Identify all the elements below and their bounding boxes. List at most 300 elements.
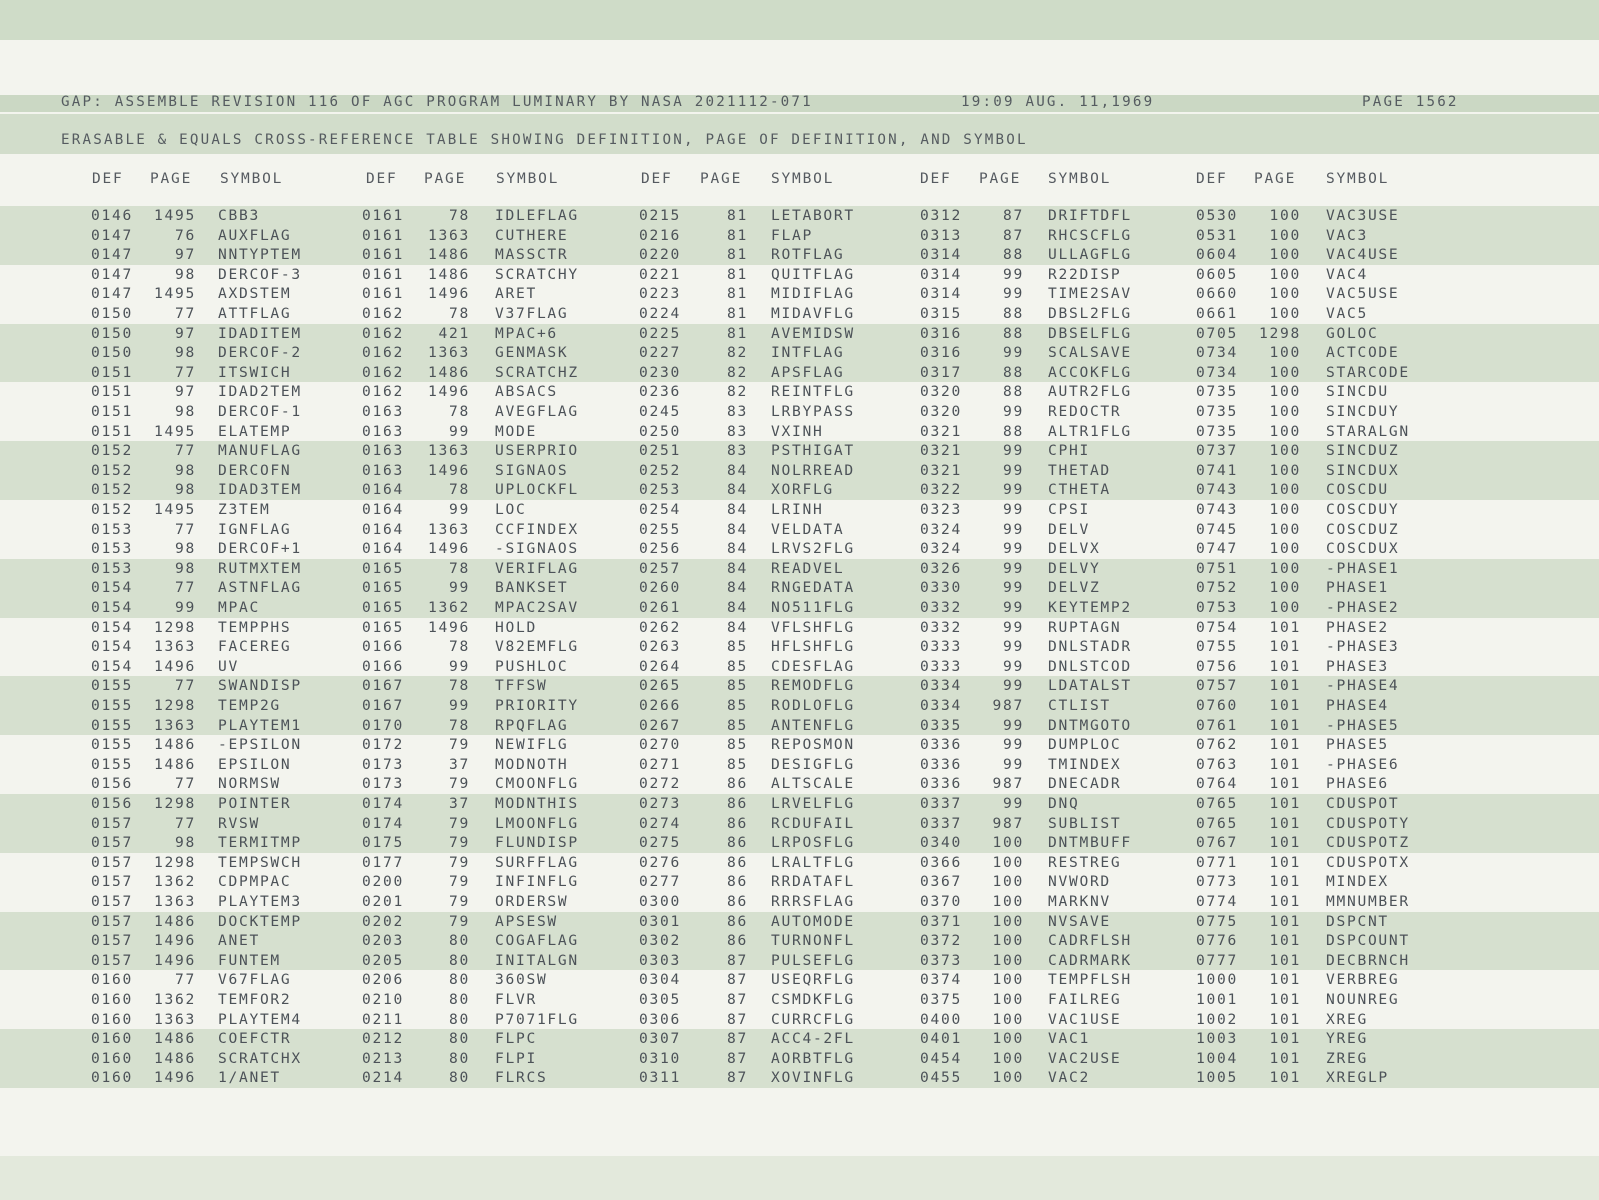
page-number: PAGE 1562 bbox=[1362, 94, 1459, 110]
definition-page: 81 bbox=[727, 246, 748, 264]
column-header-def: DEF bbox=[920, 171, 952, 187]
definition-page: 101 bbox=[1269, 618, 1301, 636]
table-row bbox=[0, 206, 1599, 226]
definition-page: 100 bbox=[992, 1049, 1024, 1067]
bottom-margin-strip bbox=[0, 1156, 1599, 1200]
definition-page: 98 bbox=[175, 265, 196, 283]
def-address: 1000 bbox=[1196, 971, 1238, 989]
def-address: 0157 bbox=[91, 853, 133, 871]
definition-page: 99 bbox=[1003, 403, 1024, 420]
def-address: 0162 bbox=[362, 344, 404, 362]
definition-page: 99 bbox=[449, 422, 470, 440]
def-address: 0321 bbox=[920, 422, 962, 440]
symbol-name: SINCDU bbox=[1326, 383, 1389, 401]
symbol-name: NEWIFLG bbox=[495, 736, 569, 754]
def-address: 0212 bbox=[362, 1030, 404, 1048]
definition-page: 81 bbox=[727, 265, 748, 283]
symbol-name: RUTMXTEM bbox=[218, 559, 302, 577]
table-row bbox=[0, 794, 1599, 814]
def-address: 0767 bbox=[1196, 834, 1238, 852]
def-address: 0314 bbox=[920, 246, 962, 264]
symbol-name: CTLIST bbox=[1048, 697, 1111, 714]
definition-page: 101 bbox=[1269, 932, 1301, 950]
definition-page: 77 bbox=[175, 363, 196, 381]
symbol-name: CADRMARK bbox=[1048, 951, 1132, 969]
symbol-name: ANTENFLG bbox=[771, 716, 855, 734]
def-address: 0276 bbox=[639, 853, 681, 871]
symbol-name: PLAYTEM3 bbox=[218, 893, 302, 910]
symbol-name: V82EMFLG bbox=[495, 638, 579, 656]
definition-page: 100 bbox=[992, 1010, 1024, 1028]
def-address: 0267 bbox=[639, 716, 681, 734]
definition-page: 82 bbox=[727, 344, 748, 362]
definition-page: 80 bbox=[449, 951, 470, 969]
definition-page: 81 bbox=[727, 305, 748, 322]
symbol-name: CADRFLSH bbox=[1048, 932, 1132, 950]
def-address: 0252 bbox=[639, 461, 681, 479]
definition-page: 84 bbox=[727, 559, 748, 577]
definition-page: 87 bbox=[727, 1010, 748, 1028]
symbol-name: FLUNDISP bbox=[495, 834, 579, 852]
def-address: 0152 bbox=[91, 442, 133, 460]
column-header-def: DEF bbox=[92, 171, 124, 187]
symbol-name: Z3TEM bbox=[218, 501, 271, 518]
def-address: 0273 bbox=[639, 795, 681, 812]
def-address: 0205 bbox=[362, 951, 404, 969]
definition-page: 77 bbox=[175, 442, 196, 460]
symbol-name: SCRATCHY bbox=[495, 265, 579, 283]
def-address: 0165 bbox=[362, 579, 404, 597]
definition-page: 100 bbox=[1269, 403, 1301, 420]
table-row bbox=[0, 970, 1599, 990]
symbol-name: ULLAGFLG bbox=[1048, 246, 1132, 264]
def-address: 0332 bbox=[920, 599, 962, 616]
def-address: 0215 bbox=[639, 207, 681, 224]
def-address: 0155 bbox=[91, 697, 133, 714]
symbol-name: P7071FLG bbox=[495, 1010, 579, 1028]
def-address: 0160 bbox=[91, 1049, 133, 1067]
def-address: 0254 bbox=[639, 501, 681, 518]
definition-page: 1363 bbox=[154, 638, 196, 656]
definition-page: 1362 bbox=[428, 599, 470, 616]
def-address: 0305 bbox=[639, 991, 681, 1008]
def-address: 0660 bbox=[1196, 285, 1238, 303]
def-address: 0322 bbox=[920, 481, 962, 499]
definition-page: 101 bbox=[1269, 1010, 1301, 1028]
definition-page: 101 bbox=[1269, 1069, 1301, 1087]
symbol-name: FLPI bbox=[495, 1049, 537, 1067]
def-address: 0275 bbox=[639, 834, 681, 852]
symbol-name: V67FLAG bbox=[218, 971, 292, 989]
symbol-name: TEMPFLSH bbox=[1048, 971, 1132, 989]
symbol-name: -PHASE5 bbox=[1326, 716, 1400, 734]
def-address: 0167 bbox=[362, 697, 404, 714]
definition-page: 101 bbox=[1269, 697, 1301, 714]
def-address: 0162 bbox=[362, 363, 404, 381]
column-header-def: DEF bbox=[641, 171, 673, 187]
def-address: 0150 bbox=[91, 324, 133, 342]
definition-page: 1496 bbox=[428, 461, 470, 479]
definition-page: 100 bbox=[992, 951, 1024, 969]
definition-page: 1496 bbox=[428, 285, 470, 303]
symbol-name: -PHASE1 bbox=[1326, 559, 1400, 577]
column-header-page: PAGE bbox=[700, 171, 743, 187]
definition-page: 101 bbox=[1269, 657, 1301, 675]
definition-page: 98 bbox=[175, 540, 196, 558]
table-row bbox=[0, 265, 1599, 285]
def-address: 1002 bbox=[1196, 1010, 1238, 1028]
def-address: 0153 bbox=[91, 540, 133, 558]
symbol-name: VFLSHFLG bbox=[771, 618, 855, 636]
def-address: 0773 bbox=[1196, 873, 1238, 891]
symbol-name: ATTFLAG bbox=[218, 305, 292, 322]
symbol-name: SCRATCHZ bbox=[495, 363, 579, 381]
symbol-name: SCALSAVE bbox=[1048, 344, 1132, 362]
def-address: 0317 bbox=[920, 363, 962, 381]
def-address: 0373 bbox=[920, 951, 962, 969]
definition-page: 88 bbox=[1003, 383, 1024, 401]
definition-page: 84 bbox=[727, 520, 748, 538]
definition-page: 101 bbox=[1269, 1049, 1301, 1067]
def-address: 0324 bbox=[920, 540, 962, 558]
symbol-name: REPOSMON bbox=[771, 736, 855, 754]
def-address: 0315 bbox=[920, 305, 962, 322]
symbol-name: VERIFLAG bbox=[495, 559, 579, 577]
definition-page: 99 bbox=[1003, 677, 1024, 695]
symbol-name: REINTFLG bbox=[771, 383, 855, 401]
def-address: 0153 bbox=[91, 520, 133, 538]
symbol-name: MANUFLAG bbox=[218, 442, 302, 460]
def-address: 0151 bbox=[91, 383, 133, 401]
symbol-name: EPSILON bbox=[218, 755, 292, 773]
symbol-name: TMINDEX bbox=[1048, 755, 1122, 773]
def-address: 0761 bbox=[1196, 716, 1238, 734]
symbol-name: -PHASE3 bbox=[1326, 638, 1400, 656]
column-header-symbol: SYMBOL bbox=[771, 171, 835, 187]
definition-page: 84 bbox=[727, 461, 748, 479]
symbol-name: VAC5 bbox=[1326, 305, 1368, 322]
symbol-name: 360SW bbox=[495, 971, 548, 989]
table-row bbox=[0, 657, 1599, 677]
def-address: 0160 bbox=[91, 1030, 133, 1048]
def-address: 0743 bbox=[1196, 481, 1238, 499]
symbol-name: RRRSFLAG bbox=[771, 893, 855, 910]
symbol-name: MASSCTR bbox=[495, 246, 569, 264]
symbol-name: IDADITEM bbox=[218, 324, 302, 342]
def-address: 0765 bbox=[1196, 814, 1238, 832]
definition-page: 100 bbox=[992, 853, 1024, 871]
symbol-name: MODNTHIS bbox=[495, 795, 579, 812]
symbol-name: CPHI bbox=[1048, 442, 1090, 460]
def-address: 0306 bbox=[639, 1010, 681, 1028]
table-row bbox=[0, 500, 1599, 520]
def-address: 0764 bbox=[1196, 775, 1238, 793]
symbol-name: SURFFLAG bbox=[495, 853, 579, 871]
def-address: 0372 bbox=[920, 932, 962, 950]
def-address: 0206 bbox=[362, 971, 404, 989]
definition-page: 85 bbox=[727, 736, 748, 754]
definition-page: 37 bbox=[449, 795, 470, 812]
definition-page: 1486 bbox=[154, 1030, 196, 1048]
def-address: 0774 bbox=[1196, 893, 1238, 910]
definition-page: 83 bbox=[727, 442, 748, 460]
table-row bbox=[0, 480, 1599, 500]
def-address: 0154 bbox=[91, 579, 133, 597]
symbol-name: PHASE5 bbox=[1326, 736, 1389, 754]
symbol-name: ITSWICH bbox=[218, 363, 292, 381]
definition-page: 1363 bbox=[154, 893, 196, 910]
definition-page: 1496 bbox=[428, 540, 470, 558]
definition-page: 79 bbox=[449, 873, 470, 891]
def-address: 0261 bbox=[639, 599, 681, 616]
def-address: 0771 bbox=[1196, 853, 1238, 871]
def-address: 0741 bbox=[1196, 461, 1238, 479]
symbol-name: NVWORD bbox=[1048, 873, 1111, 891]
definition-page: 81 bbox=[727, 324, 748, 342]
symbol-name: VAC2USE bbox=[1048, 1049, 1122, 1067]
symbol-name: DERCOF-2 bbox=[218, 344, 302, 362]
table-row bbox=[0, 324, 1599, 344]
definition-page: 88 bbox=[1003, 246, 1024, 264]
symbol-name: CURRCFLG bbox=[771, 1010, 855, 1028]
definition-page: 87 bbox=[727, 951, 748, 969]
symbol-name: XORFLG bbox=[771, 481, 834, 499]
def-address: 0265 bbox=[639, 677, 681, 695]
symbol-name: THETAD bbox=[1048, 461, 1111, 479]
symbol-name: LRALTFLG bbox=[771, 853, 855, 871]
symbol-name: PLAYTEM1 bbox=[218, 716, 302, 734]
definition-page: 99 bbox=[175, 599, 196, 616]
def-address: 0160 bbox=[91, 991, 133, 1008]
table-row bbox=[0, 245, 1599, 265]
def-address: 0214 bbox=[362, 1069, 404, 1087]
def-address: 0320 bbox=[920, 403, 962, 420]
definition-page: 1486 bbox=[428, 246, 470, 264]
def-address: 0530 bbox=[1196, 207, 1238, 224]
symbol-name: LRVS2FLG bbox=[771, 540, 855, 558]
definition-page: 1363 bbox=[428, 226, 470, 244]
def-address: 0747 bbox=[1196, 540, 1238, 558]
definition-page: 79 bbox=[449, 853, 470, 871]
def-address: 0221 bbox=[639, 265, 681, 283]
def-address: 0260 bbox=[639, 579, 681, 597]
definition-page: 1486 bbox=[154, 736, 196, 754]
definition-page: 86 bbox=[727, 853, 748, 871]
symbol-name: RNGEDATA bbox=[771, 579, 855, 597]
def-address: 0147 bbox=[91, 246, 133, 264]
definition-page: 100 bbox=[992, 971, 1024, 989]
def-address: 0605 bbox=[1196, 265, 1238, 283]
definition-page: 86 bbox=[727, 814, 748, 832]
definition-page: 100 bbox=[1269, 599, 1301, 616]
def-address: 0255 bbox=[639, 520, 681, 538]
symbol-name: RESTREG bbox=[1048, 853, 1122, 871]
definition-page: 100 bbox=[1269, 363, 1301, 381]
def-address: 0256 bbox=[639, 540, 681, 558]
symbol-name: CDUSPOT bbox=[1326, 795, 1400, 812]
symbol-name: NORMSW bbox=[218, 775, 281, 793]
def-address: 0164 bbox=[362, 520, 404, 538]
column-header-symbol: SYMBOL bbox=[496, 171, 560, 187]
symbol-name: COEFCTR bbox=[218, 1030, 292, 1048]
symbol-name: DSPCNT bbox=[1326, 912, 1389, 930]
symbol-name: DBSL2FLG bbox=[1048, 305, 1132, 322]
definition-page: 86 bbox=[727, 834, 748, 852]
symbol-name: -PHASE2 bbox=[1326, 599, 1400, 616]
definition-page: 82 bbox=[727, 363, 748, 381]
symbol-name: CDESFLAG bbox=[771, 657, 855, 675]
symbol-name: VXINH bbox=[771, 422, 824, 440]
definition-page: 88 bbox=[1003, 324, 1024, 342]
definition-page: 87 bbox=[1003, 226, 1024, 244]
definition-page: 85 bbox=[727, 638, 748, 656]
symbol-name: DNTMBUFF bbox=[1048, 834, 1132, 852]
definition-page: 80 bbox=[449, 1010, 470, 1028]
table-row bbox=[0, 1068, 1599, 1088]
symbol-name: V37FLAG bbox=[495, 305, 569, 322]
definition-page: 99 bbox=[449, 657, 470, 675]
symbol-name: DELVY bbox=[1048, 559, 1101, 577]
symbol-name: CDUSPOTY bbox=[1326, 814, 1410, 832]
symbol-name: LOC bbox=[495, 501, 527, 518]
def-address: 0752 bbox=[1196, 579, 1238, 597]
def-address: 0153 bbox=[91, 559, 133, 577]
definition-page: 1298 bbox=[154, 853, 196, 871]
definition-page: 99 bbox=[1003, 795, 1024, 812]
def-address: 0257 bbox=[639, 559, 681, 577]
def-address: 0216 bbox=[639, 226, 681, 244]
definition-page: 79 bbox=[449, 893, 470, 910]
def-address: 0270 bbox=[639, 736, 681, 754]
def-address: 0154 bbox=[91, 618, 133, 636]
definition-page: 101 bbox=[1269, 951, 1301, 969]
symbol-name: PHASE4 bbox=[1326, 697, 1389, 714]
definition-page: 421 bbox=[438, 324, 470, 342]
definition-page: 37 bbox=[449, 755, 470, 773]
symbol-name: LDATALST bbox=[1048, 677, 1132, 695]
def-address: 0150 bbox=[91, 344, 133, 362]
column-header-page: PAGE bbox=[150, 171, 193, 187]
definition-page: 85 bbox=[727, 657, 748, 675]
def-address: 0316 bbox=[920, 344, 962, 362]
def-address: 0310 bbox=[639, 1049, 681, 1067]
symbol-name: ABSACS bbox=[495, 383, 558, 401]
definition-page: 86 bbox=[727, 795, 748, 812]
def-address: 0251 bbox=[639, 442, 681, 460]
definition-page: 84 bbox=[727, 481, 748, 499]
def-address: 0313 bbox=[920, 226, 962, 244]
definition-page: 99 bbox=[1003, 599, 1024, 616]
definition-page: 1362 bbox=[154, 991, 196, 1008]
table-row bbox=[0, 814, 1599, 834]
def-address: 0755 bbox=[1196, 638, 1238, 656]
definition-page: 97 bbox=[175, 324, 196, 342]
definition-page: 87 bbox=[727, 1069, 748, 1087]
symbol-name: PRIORITY bbox=[495, 697, 579, 714]
table-row bbox=[0, 226, 1599, 246]
definition-page: 100 bbox=[1269, 285, 1301, 303]
definition-page: 99 bbox=[1003, 638, 1024, 656]
definition-page: 80 bbox=[449, 971, 470, 989]
symbol-name: LETABORT bbox=[771, 207, 855, 224]
symbol-name: IDAD3TEM bbox=[218, 481, 302, 499]
definition-page: 100 bbox=[1269, 442, 1301, 460]
definition-page: 1486 bbox=[428, 265, 470, 283]
symbol-name: AUTR2FLG bbox=[1048, 383, 1132, 401]
def-address: 0262 bbox=[639, 618, 681, 636]
symbol-name: ACCOKFLG bbox=[1048, 363, 1132, 381]
def-address: 0336 bbox=[920, 755, 962, 773]
symbol-name: PHASE1 bbox=[1326, 579, 1389, 597]
definition-page: 1363 bbox=[154, 1010, 196, 1028]
symbol-name: RUPTAGN bbox=[1048, 618, 1122, 636]
table-row bbox=[0, 755, 1599, 775]
symbol-name: DUMPLOC bbox=[1048, 736, 1122, 754]
definition-page: 101 bbox=[1269, 775, 1301, 793]
def-address: 0753 bbox=[1196, 599, 1238, 616]
symbol-name: -SIGNAOS bbox=[495, 540, 579, 558]
symbol-name: DNQ bbox=[1048, 795, 1080, 812]
def-address: 0263 bbox=[639, 638, 681, 656]
definition-page: 86 bbox=[727, 932, 748, 950]
definition-page: 77 bbox=[175, 775, 196, 793]
definition-page: 88 bbox=[1003, 422, 1024, 440]
symbol-name: CCFINDEX bbox=[495, 520, 579, 538]
symbol-name: AUXFLAG bbox=[218, 226, 292, 244]
symbol-name: TEMPSWCH bbox=[218, 853, 302, 871]
symbol-name: TERMITMP bbox=[218, 834, 302, 852]
table-row bbox=[0, 774, 1599, 794]
symbol-name: RCDUFAIL bbox=[771, 814, 855, 832]
def-address: 0154 bbox=[91, 657, 133, 675]
def-address: 0334 bbox=[920, 697, 962, 714]
symbol-name: READVEL bbox=[771, 559, 845, 577]
def-address: 0454 bbox=[920, 1049, 962, 1067]
def-address: 0401 bbox=[920, 1030, 962, 1048]
definition-page: 99 bbox=[1003, 520, 1024, 538]
definition-page: 80 bbox=[449, 1049, 470, 1067]
def-address: 0163 bbox=[362, 403, 404, 420]
symbol-name: RPQFLAG bbox=[495, 716, 569, 734]
symbol-name: CDPMPAC bbox=[218, 873, 292, 891]
def-address: 0366 bbox=[920, 853, 962, 871]
symbol-name: VAC3 bbox=[1326, 226, 1368, 244]
definition-page: 79 bbox=[449, 736, 470, 754]
table-row bbox=[0, 1049, 1599, 1069]
definition-page: 80 bbox=[449, 1030, 470, 1048]
symbol-name: STARALGN bbox=[1326, 422, 1410, 440]
definition-page: 78 bbox=[449, 403, 470, 420]
symbol-name: MPAC bbox=[218, 599, 260, 616]
symbol-name: NOUNREG bbox=[1326, 991, 1400, 1008]
column-header-page: PAGE bbox=[424, 171, 467, 187]
symbol-name: MPAC2SAV bbox=[495, 599, 579, 616]
definition-page: 100 bbox=[1269, 344, 1301, 362]
definition-page: 1495 bbox=[154, 285, 196, 303]
definition-page: 79 bbox=[449, 834, 470, 852]
symbol-name: LMOONFLG bbox=[495, 814, 579, 832]
def-address: 0155 bbox=[91, 716, 133, 734]
table-subtitle: ERASABLE & EQUALS CROSS-REFERENCE TABLE SHOWING DEFINITION, PAGE OF DEFINITION, AND SYMBOL bbox=[61, 132, 1028, 148]
program-title: GAP: ASSEMBLE REVISION 116 OF AGC PROGRAM LUMINARY BY NASA 2021112-071 bbox=[61, 94, 813, 110]
definition-page: 101 bbox=[1269, 912, 1301, 930]
definition-page: 101 bbox=[1269, 716, 1301, 734]
symbol-name: ARET bbox=[495, 285, 537, 303]
symbol-name: VAC3USE bbox=[1326, 207, 1400, 224]
symbol-name: MIDAVFLG bbox=[771, 305, 855, 322]
def-address: 0274 bbox=[639, 814, 681, 832]
definition-page: 99 bbox=[1003, 285, 1024, 303]
